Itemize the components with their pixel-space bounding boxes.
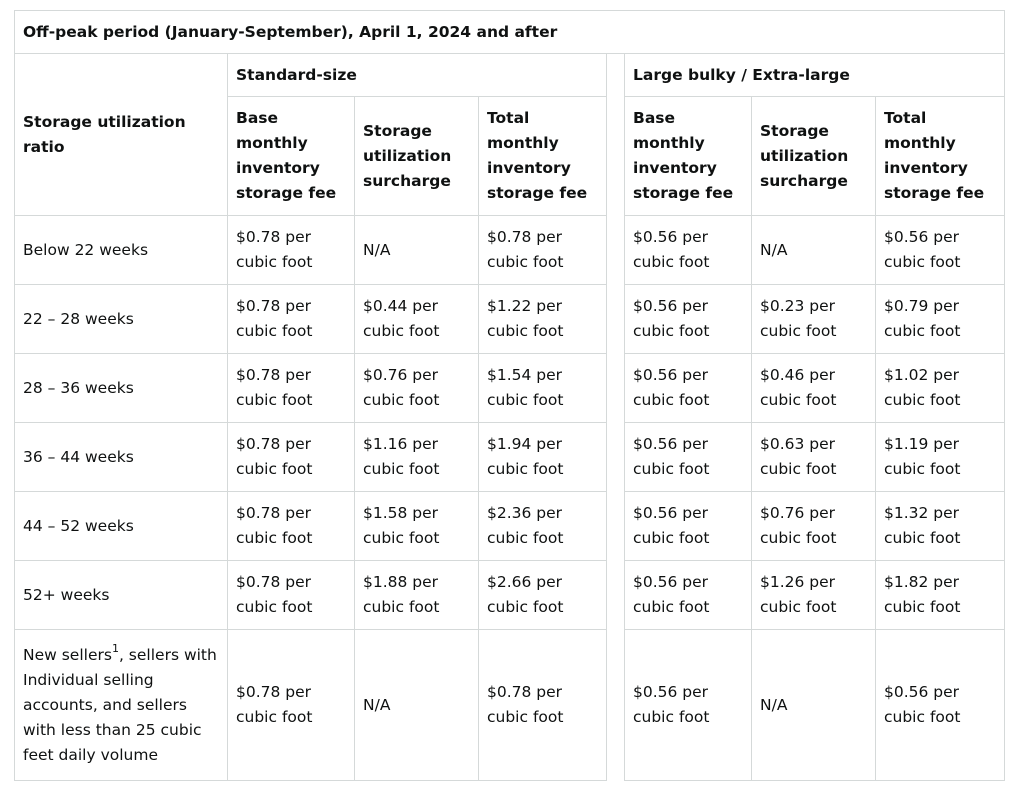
table-cell: $1.02 per cubic foot [876, 354, 1005, 423]
table-cell: $0.78 per cubic foot [479, 630, 607, 781]
table-cell: $0.56 per cubic foot [625, 630, 752, 781]
standard-size-group-header: Standard-size [228, 54, 607, 97]
table-cell: $0.56 per cubic foot [625, 423, 752, 492]
storage-fee-table [14, 10, 1005, 781]
table-cell: $1.82 per cubic foot [876, 561, 1005, 630]
table-cell: N/A [752, 630, 876, 781]
table-cell: $0.56 per cubic foot [625, 561, 752, 630]
row-label: 22 – 28 weeks [15, 285, 228, 354]
table-row [15, 354, 1005, 423]
table-row [15, 285, 1005, 354]
table-cell: N/A [355, 630, 479, 781]
column-gap [607, 561, 625, 630]
new-sellers-label: New sellers [23, 645, 112, 664]
standard-surcharge-header: Storage utilization surcharge [355, 97, 479, 216]
table-cell: $0.78 per cubic foot [228, 285, 355, 354]
table-row [15, 630, 1005, 781]
table-cell: $0.78 per cubic foot [228, 492, 355, 561]
new-sellers-label-rest: , sellers with Individual selling accounts, and sellers with less than 25 cubic feet daily volume [23, 645, 217, 764]
large-surcharge-header: Storage utilization surcharge [752, 97, 876, 216]
table-cell: $1.19 per cubic foot [876, 423, 1005, 492]
table-cell: $1.54 per cubic foot [479, 354, 607, 423]
table-cell: $1.22 per cubic foot [479, 285, 607, 354]
footnote-marker: 1 [111, 642, 119, 656]
row-label: 52+ weeks [15, 561, 228, 630]
table-cell: $0.44 per cubic foot [355, 285, 479, 354]
column-gap [607, 423, 625, 492]
row-label: Below 22 weeks [15, 216, 228, 285]
row-label [15, 630, 228, 781]
table-cell: $0.56 per cubic foot [625, 354, 752, 423]
table-cell: $1.94 per cubic foot [479, 423, 607, 492]
table-cell: $0.78 per cubic foot [228, 423, 355, 492]
column-gap [607, 216, 625, 285]
column-gap [607, 492, 625, 561]
large-base-fee-header: Base monthly inventory storage fee [625, 97, 752, 216]
table-cell: $0.46 per cubic foot [752, 354, 876, 423]
table-cell: $0.56 per cubic foot [625, 492, 752, 561]
column-gap [607, 630, 625, 781]
table-row [15, 216, 1005, 285]
column-gap [607, 354, 625, 423]
row-label: 28 – 36 weeks [15, 354, 228, 423]
table-cell: $2.36 per cubic foot [479, 492, 607, 561]
table-cell: $1.16 per cubic foot [355, 423, 479, 492]
row-label: 44 – 52 weeks [15, 492, 228, 561]
large-bulky-group-header: Large bulky / Extra-large [625, 54, 1005, 97]
table-cell: $1.88 per cubic foot [355, 561, 479, 630]
table-cell: $1.26 per cubic foot [752, 561, 876, 630]
column-gap [607, 54, 625, 97]
table-cell: $0.78 per cubic foot [479, 216, 607, 285]
table-cell: $0.56 per cubic foot [625, 285, 752, 354]
table-cell: N/A [752, 216, 876, 285]
table-cell: $0.56 per cubic foot [876, 630, 1005, 781]
table-cell: $0.78 per cubic foot [228, 216, 355, 285]
standard-total-fee-header: Total monthly inventory storage fee [479, 97, 607, 216]
large-total-fee-header: Total monthly inventory storage fee [876, 97, 1005, 216]
table-cell: $0.56 per cubic foot [876, 216, 1005, 285]
table-row [15, 561, 1005, 630]
table-cell: $0.56 per cubic foot [625, 216, 752, 285]
row-label: 36 – 44 weeks [15, 423, 228, 492]
table-title: Off-peak period (January-September), April 1, 2024 and after [15, 11, 1005, 54]
table-cell: $2.66 per cubic foot [479, 561, 607, 630]
table-cell: N/A [355, 216, 479, 285]
column-gap [607, 285, 625, 354]
table-cell: $0.63 per cubic foot [752, 423, 876, 492]
column-gap [607, 97, 625, 216]
table-cell: $0.79 per cubic foot [876, 285, 1005, 354]
storage-utilization-ratio-header: Storage utilization ratio [15, 54, 228, 216]
standard-base-fee-header: Base monthly inventory storage fee [228, 97, 355, 216]
table-cell: $1.58 per cubic foot [355, 492, 479, 561]
table-cell: $0.76 per cubic foot [355, 354, 479, 423]
table-cell: $0.78 per cubic foot [228, 630, 355, 781]
table-cell: $0.23 per cubic foot [752, 285, 876, 354]
table-cell: $1.32 per cubic foot [876, 492, 1005, 561]
table-cell: $0.78 per cubic foot [228, 354, 355, 423]
table-row [15, 423, 1005, 492]
table-cell: $0.76 per cubic foot [752, 492, 876, 561]
table-cell: $0.78 per cubic foot [228, 561, 355, 630]
table-row [15, 492, 1005, 561]
